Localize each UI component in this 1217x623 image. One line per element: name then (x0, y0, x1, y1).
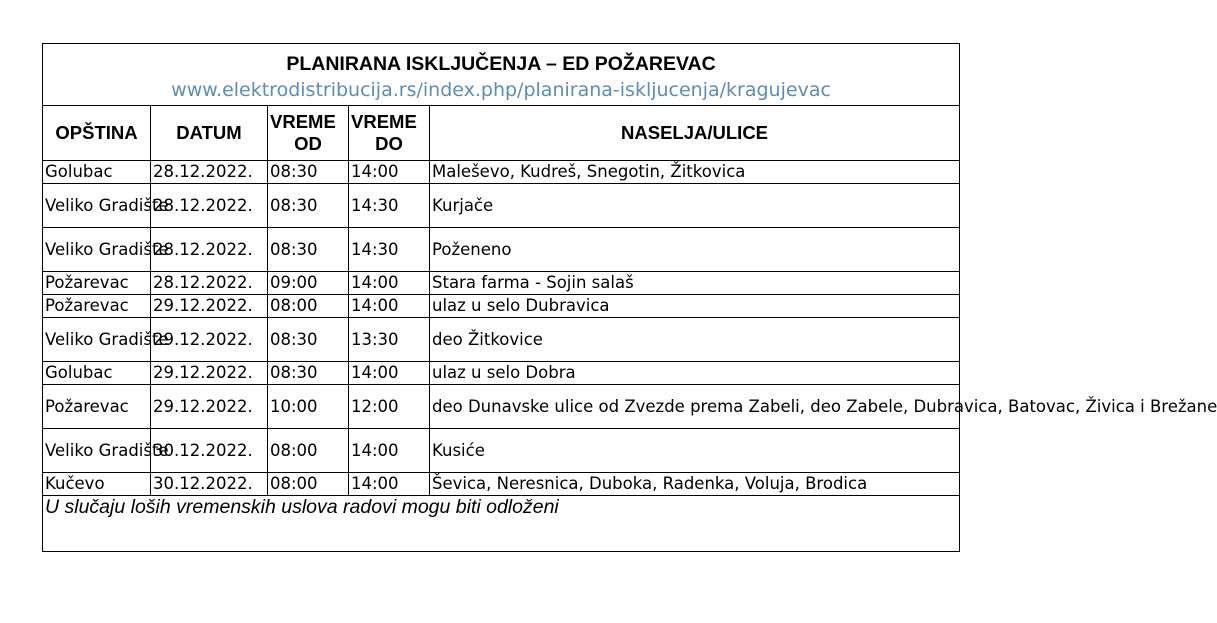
header-datum: DATUM (151, 106, 268, 161)
header-naselja: NASELJA/ULICE (430, 106, 960, 161)
cell-od: 10:00 (268, 385, 349, 429)
cell-naselja: Poženeno (430, 228, 960, 272)
table-row (43, 318, 960, 362)
cell-datum: 29.12.2022. (151, 295, 268, 318)
table-row (43, 295, 960, 318)
cell-opstina: Požarevac (43, 385, 151, 429)
header-vreme-od: VREME OD (268, 106, 349, 161)
cell-opstina: Veliko Gradište (43, 228, 151, 272)
cell-opstina: Veliko Gradište (43, 318, 151, 362)
cell-datum: 28.12.2022. (151, 228, 268, 272)
cell-datum: 28.12.2022. (151, 184, 268, 228)
cell-do: 12:00 (349, 385, 430, 429)
table-row (43, 272, 960, 295)
cell-do: 13:30 (349, 318, 430, 362)
cell-opstina: Veliko Gradište (43, 184, 151, 228)
cell-datum: 28.12.2022. (151, 161, 268, 184)
cell-do: 14:00 (349, 473, 430, 496)
cell-datum: 29.12.2022. (151, 385, 268, 429)
cell-opstina: Golubac (43, 161, 151, 184)
cell-od: 08:30 (268, 318, 349, 362)
cell-datum: 29.12.2022. (151, 362, 268, 385)
cell-datum: 30.12.2022. (151, 429, 268, 473)
cell-do: 14:00 (349, 161, 430, 184)
table-row (43, 385, 960, 429)
cell-naselja: ulaz u selo Dobra (430, 362, 960, 385)
cell-od: 08:00 (268, 473, 349, 496)
cell-opstina: Požarevac (43, 272, 151, 295)
table-row (43, 161, 960, 184)
header-row (43, 106, 960, 161)
source-link[interactable]: www.elektrodistribucija.rs/index.php/planirana-iskljucenja/kragujevac (171, 78, 831, 101)
table-row (43, 228, 960, 272)
cell-od: 08:30 (268, 184, 349, 228)
cell-naselja: deo Žitkovice (430, 318, 960, 362)
cell-do: 14:00 (349, 295, 430, 318)
cell-datum: 28.12.2022. (151, 272, 268, 295)
table-row (43, 362, 960, 385)
header-vreme-do: VREME DO (349, 106, 430, 161)
table-row (43, 429, 960, 473)
cell-do: 14:30 (349, 184, 430, 228)
cell-do: 14:00 (349, 429, 430, 473)
cell-opstina: Veliko Gradište (43, 429, 151, 473)
cell-do: 14:00 (349, 362, 430, 385)
cell-opstina: Kučevo (43, 473, 151, 496)
cell-datum: 29.12.2022. (151, 318, 268, 362)
title-block (43, 44, 960, 106)
page-title: PLANIRANA ISKLJUČENJA – ED POŽAREVAC (286, 52, 716, 75)
cell-od: 08:00 (268, 295, 349, 318)
weather-note: U slučaju loših vremenskih uslova radovi mogu biti odloženi (43, 496, 960, 552)
cell-naselja: Kusiće (430, 429, 960, 473)
table-row (43, 184, 960, 228)
cell-opstina: Požarevac (43, 295, 151, 318)
cell-naselja: Ševica, Neresnica, Duboka, Radenka, Voluja, Brodica (430, 473, 960, 496)
cell-od: 09:00 (268, 272, 349, 295)
cell-do: 14:30 (349, 228, 430, 272)
cell-naselja: Kurjače (430, 184, 960, 228)
table-row (43, 473, 960, 496)
cell-od: 08:30 (268, 228, 349, 272)
cell-naselja: Maleševo, Kudreš, Snegotin, Žitkovica (430, 161, 960, 184)
header-opstina: OPŠTINA (43, 106, 151, 161)
cell-od: 08:00 (268, 429, 349, 473)
cell-naselja: deo Dunavske ulice od Zvezde prema Zabeli, deo Zabele, Dubravica, Batovac, Živica i Brežane (430, 385, 960, 429)
cell-naselja: ulaz u selo Dubravica (430, 295, 960, 318)
cell-od: 08:30 (268, 161, 349, 184)
outage-schedule-table (42, 43, 1217, 552)
cell-od: 08:30 (268, 362, 349, 385)
cell-opstina: Golubac (43, 362, 151, 385)
cell-datum: 30.12.2022. (151, 473, 268, 496)
cell-do: 14:00 (349, 272, 430, 295)
cell-naselja: Stara farma - Sojin salaš (430, 272, 960, 295)
